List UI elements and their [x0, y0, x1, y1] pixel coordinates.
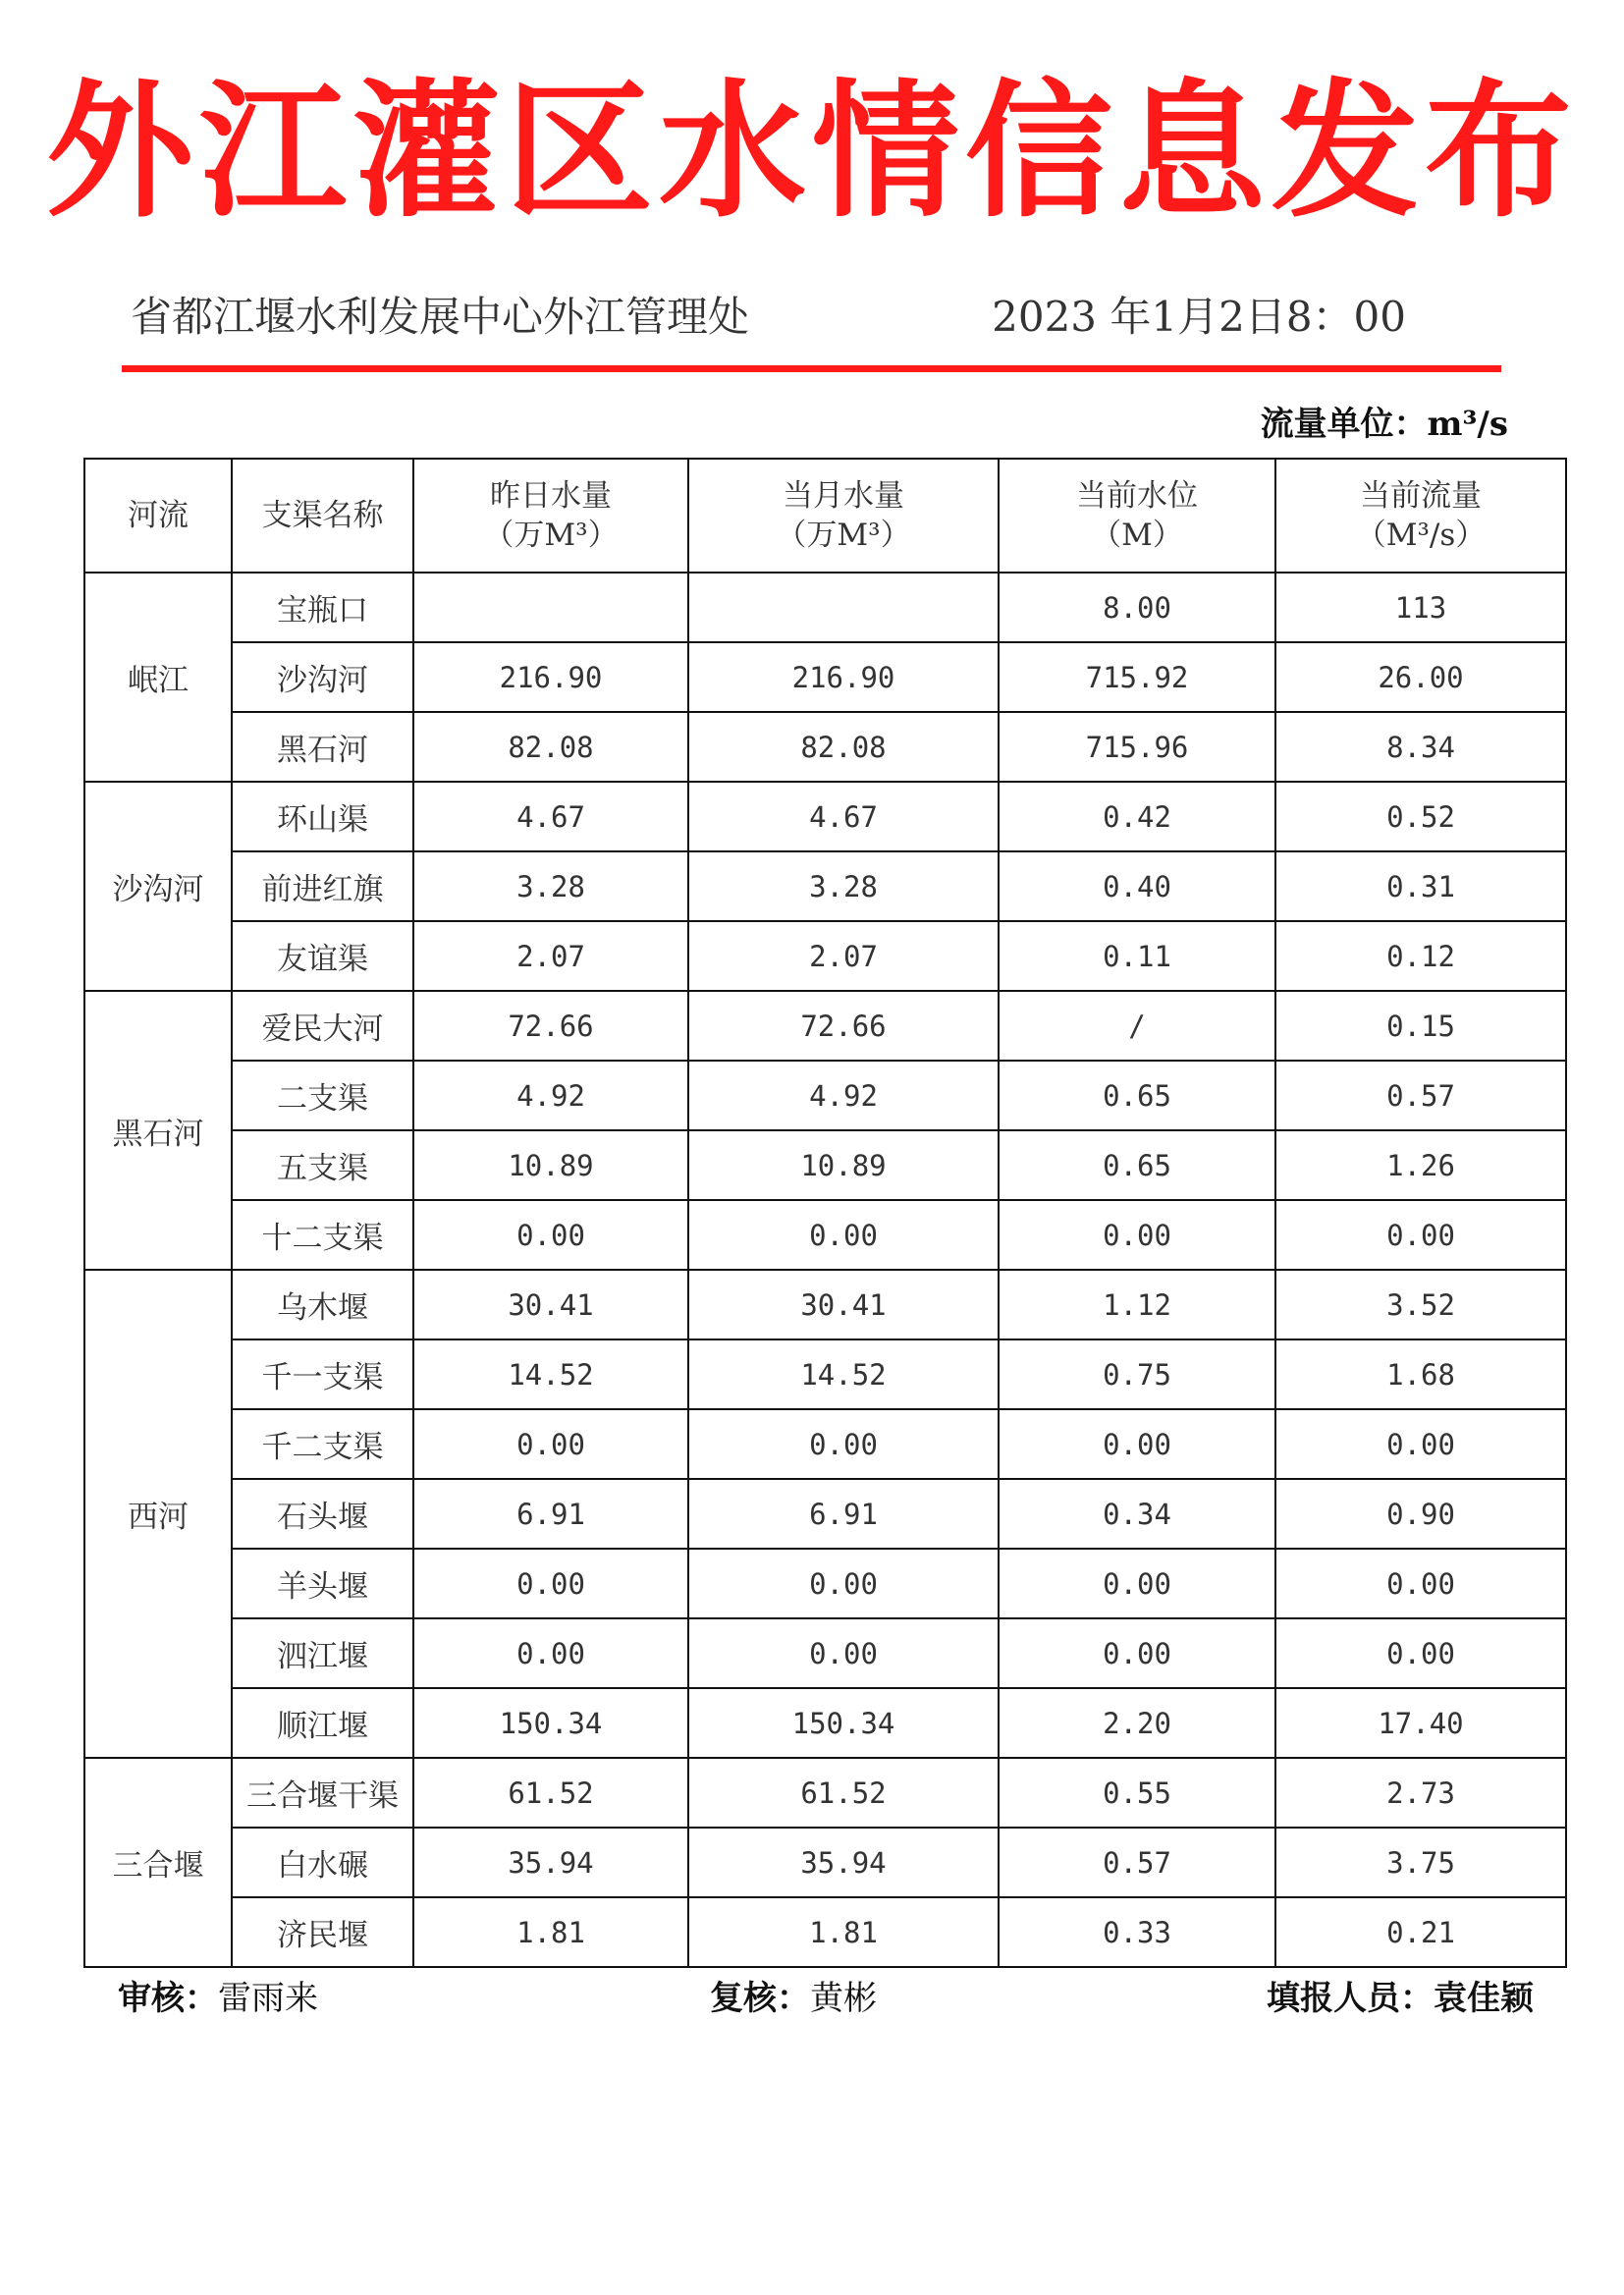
table-row — [84, 991, 1566, 1061]
table-row — [84, 1409, 1566, 1479]
yesterday-volume-cell: 3.28 — [413, 851, 688, 921]
table-row — [84, 782, 1566, 851]
month-volume-cell: 30.41 — [688, 1270, 999, 1339]
flow-cell: 0.21 — [1275, 1897, 1566, 1967]
flow-cell: 1.68 — [1275, 1339, 1566, 1409]
channel-cell: 十二支渠 — [232, 1200, 413, 1270]
flow-cell: 0.15 — [1275, 991, 1566, 1061]
month-volume-cell: 82.08 — [688, 712, 999, 782]
flow-cell: 0.52 — [1275, 782, 1566, 851]
month-volume-cell: 0.00 — [688, 1549, 999, 1618]
yesterday-volume-cell: 14.52 — [413, 1339, 688, 1409]
flow-unit-label: 流量单位：m³/s — [1260, 405, 1508, 444]
month-volume-cell: 2.07 — [688, 921, 999, 991]
channel-cell: 白水碾 — [232, 1828, 413, 1897]
water-level-cell: 715.96 — [999, 712, 1275, 782]
header-month-volume: 当月水量 （万M³） — [688, 459, 999, 573]
table-row — [84, 1758, 1566, 1828]
table-row — [84, 1200, 1566, 1270]
table-row — [84, 1618, 1566, 1688]
flow-cell: 0.00 — [1275, 1618, 1566, 1688]
channel-cell: 泗江堰 — [232, 1618, 413, 1688]
flow-cell: 3.75 — [1275, 1828, 1566, 1897]
water-level-cell: 8.00 — [999, 573, 1275, 642]
month-volume-cell: 3.28 — [688, 851, 999, 921]
river-cell: 黑石河 — [84, 991, 232, 1270]
month-volume-cell: 35.94 — [688, 1828, 999, 1897]
channel-cell: 羊头堰 — [232, 1549, 413, 1618]
channel-cell: 顺江堰 — [232, 1688, 413, 1758]
month-volume-cell: 10.89 — [688, 1130, 999, 1200]
water-level-cell: 0.00 — [999, 1618, 1275, 1688]
page-title: 外江灌区水情信息发布 — [45, 67, 1578, 238]
flow-cell: 17.40 — [1275, 1688, 1566, 1758]
yesterday-volume-cell: 150.34 — [413, 1688, 688, 1758]
water-level-cell: 2.20 — [999, 1688, 1275, 1758]
flow-cell: 0.00 — [1275, 1200, 1566, 1270]
water-level-cell: 0.00 — [999, 1549, 1275, 1618]
water-level-cell: 0.55 — [999, 1758, 1275, 1828]
table-row — [84, 1270, 1566, 1339]
water-data-table — [83, 458, 1567, 1968]
table-row — [84, 1061, 1566, 1130]
flow-cell: 0.57 — [1275, 1061, 1566, 1130]
channel-cell: 千二支渠 — [232, 1409, 413, 1479]
month-volume-cell: 216.90 — [688, 642, 999, 712]
rechecker: 复核：黄彬 — [710, 1979, 877, 2018]
water-level-cell: 0.00 — [999, 1200, 1275, 1270]
month-volume-cell: 0.00 — [688, 1618, 999, 1688]
table-row — [84, 1688, 1566, 1758]
channel-cell: 济民堰 — [232, 1897, 413, 1967]
water-level-cell: 0.33 — [999, 1897, 1275, 1967]
header-water-level: 当前水位 （M） — [999, 459, 1275, 573]
channel-cell: 前进红旗 — [232, 851, 413, 921]
yesterday-volume-cell: 0.00 — [413, 1618, 688, 1688]
river-cell: 沙沟河 — [84, 782, 232, 991]
month-volume-cell — [688, 573, 999, 642]
channel-cell: 乌木堰 — [232, 1270, 413, 1339]
yesterday-volume-cell: 1.81 — [413, 1897, 688, 1967]
flow-cell: 2.73 — [1275, 1758, 1566, 1828]
channel-cell: 石头堰 — [232, 1479, 413, 1549]
reviewer: 审核：雷雨来 — [118, 1979, 318, 2018]
flow-cell: 0.00 — [1275, 1409, 1566, 1479]
month-volume-cell: 72.66 — [688, 991, 999, 1061]
table-row — [84, 1549, 1566, 1618]
red-divider — [122, 365, 1501, 372]
table-row — [84, 1130, 1566, 1200]
water-level-cell: 0.75 — [999, 1339, 1275, 1409]
channel-cell: 千一支渠 — [232, 1339, 413, 1409]
water-level-cell: 0.65 — [999, 1130, 1275, 1200]
channel-cell: 三合堰干渠 — [232, 1758, 413, 1828]
flow-cell: 1.26 — [1275, 1130, 1566, 1200]
water-level-cell: 1.12 — [999, 1270, 1275, 1339]
table-row — [84, 851, 1566, 921]
table-row — [84, 573, 1566, 642]
table-row — [84, 921, 1566, 991]
flow-cell: 8.34 — [1275, 712, 1566, 782]
table-header-row — [84, 459, 1566, 573]
yesterday-volume-cell: 30.41 — [413, 1270, 688, 1339]
yesterday-volume-cell: 216.90 — [413, 642, 688, 712]
month-volume-cell: 0.00 — [688, 1200, 999, 1270]
table-row — [84, 1828, 1566, 1897]
table-row — [84, 642, 1566, 712]
yesterday-volume-cell: 61.52 — [413, 1758, 688, 1828]
water-level-cell: 0.57 — [999, 1828, 1275, 1897]
water-level-cell: 715.92 — [999, 642, 1275, 712]
flow-cell: 0.12 — [1275, 921, 1566, 991]
yesterday-volume-cell: 6.91 — [413, 1479, 688, 1549]
channel-cell: 黑石河 — [232, 712, 413, 782]
yesterday-volume-cell: 72.66 — [413, 991, 688, 1061]
yesterday-volume-cell — [413, 573, 688, 642]
table-row — [84, 1897, 1566, 1967]
channel-cell: 二支渠 — [232, 1061, 413, 1130]
yesterday-volume-cell: 0.00 — [413, 1549, 688, 1618]
river-cell: 西河 — [84, 1270, 232, 1758]
flow-cell: 0.90 — [1275, 1479, 1566, 1549]
yesterday-volume-cell: 2.07 — [413, 921, 688, 991]
yesterday-volume-cell: 10.89 — [413, 1130, 688, 1200]
yesterday-volume-cell: 0.00 — [413, 1200, 688, 1270]
flow-cell: 0.00 — [1275, 1549, 1566, 1618]
yesterday-volume-cell: 82.08 — [413, 712, 688, 782]
channel-cell: 宝瓶口 — [232, 573, 413, 642]
flow-cell: 3.52 — [1275, 1270, 1566, 1339]
yesterday-volume-cell: 0.00 — [413, 1409, 688, 1479]
channel-cell: 沙沟河 — [232, 642, 413, 712]
header-channel: 支渠名称 — [232, 459, 413, 573]
month-volume-cell: 6.91 — [688, 1479, 999, 1549]
month-volume-cell: 150.34 — [688, 1688, 999, 1758]
water-level-cell: 0.65 — [999, 1061, 1275, 1130]
water-level-cell: 0.34 — [999, 1479, 1275, 1549]
yesterday-volume-cell: 35.94 — [413, 1828, 688, 1897]
table-row — [84, 712, 1566, 782]
table-row — [84, 1479, 1566, 1549]
month-volume-cell: 61.52 — [688, 1758, 999, 1828]
channel-cell: 环山渠 — [232, 782, 413, 851]
water-level-cell: 0.42 — [999, 782, 1275, 851]
month-volume-cell: 0.00 — [688, 1409, 999, 1479]
water-level-cell: 0.00 — [999, 1409, 1275, 1479]
channel-cell: 友谊渠 — [232, 921, 413, 991]
header-river: 河流 — [84, 459, 232, 573]
yesterday-volume-cell: 4.92 — [413, 1061, 688, 1130]
flow-cell: 26.00 — [1275, 642, 1566, 712]
month-volume-cell: 14.52 — [688, 1339, 999, 1409]
month-volume-cell: 4.92 — [688, 1061, 999, 1130]
water-level-cell: / — [999, 991, 1275, 1061]
table-row — [84, 1339, 1566, 1409]
water-level-cell: 0.40 — [999, 851, 1275, 921]
river-cell: 三合堰 — [84, 1758, 232, 1967]
report-datetime: 2023 年1月2日8：00 — [992, 293, 1406, 341]
month-volume-cell: 1.81 — [688, 1897, 999, 1967]
filler: 填报人员：袁佳颖 — [1267, 1979, 1534, 2018]
water-level-cell: 0.11 — [999, 921, 1275, 991]
flow-cell: 113 — [1275, 573, 1566, 642]
organization-name: 省都江堰水利发展中心外江管理处 — [131, 293, 750, 341]
river-cell: 岷江 — [84, 573, 232, 782]
channel-cell: 爱民大河 — [232, 991, 413, 1061]
header-flow: 当前流量 （M³/s） — [1275, 459, 1566, 573]
month-volume-cell: 4.67 — [688, 782, 999, 851]
yesterday-volume-cell: 4.67 — [413, 782, 688, 851]
header-yesterday-volume: 昨日水量 （万M³） — [413, 459, 688, 573]
channel-cell: 五支渠 — [232, 1130, 413, 1200]
flow-cell: 0.31 — [1275, 851, 1566, 921]
